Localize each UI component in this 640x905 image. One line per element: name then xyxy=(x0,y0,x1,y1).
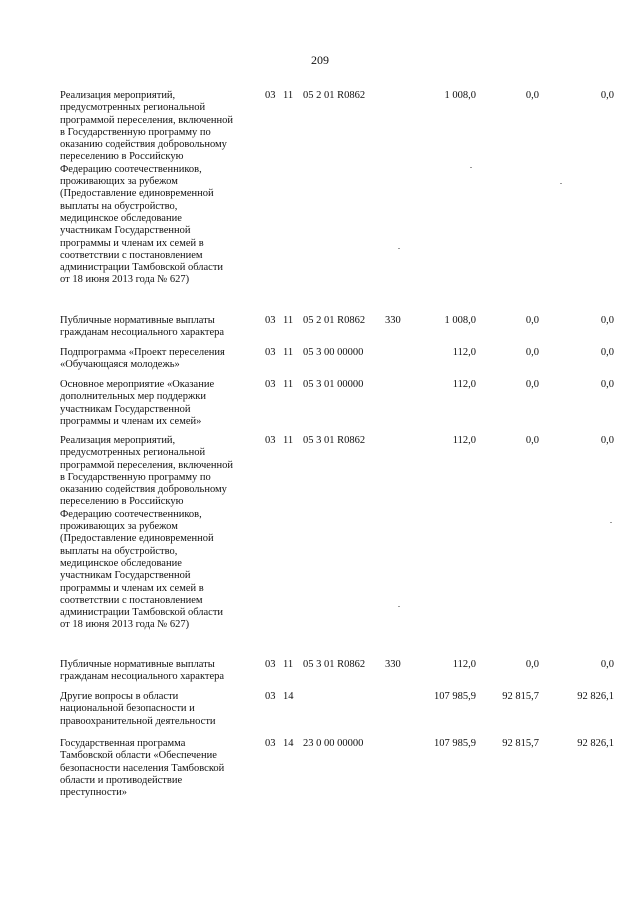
section-code: 03 xyxy=(265,738,276,749)
row-name-line: Реализация мероприятий, xyxy=(60,435,176,446)
amount-year-1: 107 985,9 xyxy=(434,691,476,702)
amount-year-1: 1 008,0 xyxy=(444,90,476,101)
amount-year-2: 0,0 xyxy=(525,435,539,446)
row-name-line: Публичные нормативные выплаты xyxy=(60,315,215,326)
row-name-line: гражданам несоциального характера xyxy=(60,327,225,339)
subsection-code: 11 xyxy=(283,379,294,390)
amount-year-1: 1 008,0 xyxy=(444,315,476,326)
amount-year-3: 0,0 xyxy=(600,347,614,358)
target-article-code: 05 2 01 R0862 xyxy=(303,90,366,101)
row-name-line: проживающих за рубежом xyxy=(60,521,178,533)
section-code: 03 xyxy=(265,90,276,101)
row-name-line: программы и членам их семей в xyxy=(60,582,204,594)
target-article-code: 05 3 01 R0862 xyxy=(303,435,366,446)
subsection-code: 11 xyxy=(283,347,294,358)
row-name-line: переселению в Российскую xyxy=(60,496,184,508)
row-name-line: администрации Тамбовской области xyxy=(60,262,224,274)
row-name-line: области и противодействие xyxy=(60,774,183,786)
section-code: 03 xyxy=(265,691,276,702)
row-name-line: переселению в Российскую xyxy=(60,151,184,163)
row-name-line: программой переселения, включенной xyxy=(60,114,234,126)
row-name xyxy=(60,315,260,340)
expense-type-code: 330 xyxy=(385,315,401,326)
row-name-line: соответствии с постановлением xyxy=(60,249,203,261)
row-name-line: медицинское обследование xyxy=(60,557,182,569)
row-name-line: Основное мероприятие «Оказание xyxy=(60,379,215,390)
row-name-line: преступности» xyxy=(60,787,128,799)
row-name-line: программой переселения, включенной xyxy=(60,459,234,471)
expense-type-code: 330 xyxy=(385,659,401,670)
subsection-code: 11 xyxy=(283,435,294,446)
row-name-line: «Обучающаяся молодежь» xyxy=(60,359,180,371)
row-name xyxy=(60,379,260,428)
amount-year-3: 92 826,1 xyxy=(577,738,614,749)
row-name-line: программы и членам их семей в xyxy=(60,237,204,249)
row-name-line: медицинское обследование xyxy=(60,212,182,224)
amount-year-2: 0,0 xyxy=(525,347,539,358)
row-name-line: Государственная программа xyxy=(60,738,186,749)
row-name-line: Федерацию соотечественников, xyxy=(60,163,202,175)
row-name-line: Реализация мероприятий, xyxy=(60,90,176,101)
row-name-line: правоохранительной деятельности xyxy=(60,715,216,727)
amount-year-2: 0,0 xyxy=(525,379,539,390)
row-name-line: Другие вопросы в области xyxy=(60,691,179,702)
amount-year-3: 0,0 xyxy=(600,90,614,101)
amount-year-3: 92 826,1 xyxy=(577,691,614,702)
section-code: 03 xyxy=(265,379,276,390)
subsection-code: 11 xyxy=(283,315,294,326)
amount-year-1: 112,0 xyxy=(452,347,476,358)
row-name-line: от 18 июня 2013 года № 627) xyxy=(60,619,190,631)
amount-year-1: 107 985,9 xyxy=(434,738,476,749)
row-name-line: предусмотренных региональной xyxy=(60,102,206,114)
row-name-line: Подпрограмма «Проект переселения xyxy=(60,347,225,358)
row-name-line: оказанию содействия добровольному xyxy=(60,139,227,151)
amount-year-1: 112,0 xyxy=(452,435,476,446)
row-name xyxy=(60,347,260,372)
section-code: 03 xyxy=(265,315,276,326)
row-name-line: программы и членам их семей» xyxy=(60,415,202,427)
row-name-line: национальной безопасности и xyxy=(60,703,195,715)
scan-speck xyxy=(560,183,562,184)
target-article-code: 05 3 01 R0862 xyxy=(303,659,366,670)
row-name-line: выплаты на обустройство, xyxy=(60,545,178,557)
row-name-line: участникам Государственной xyxy=(60,570,191,582)
amount-year-2: 0,0 xyxy=(525,315,539,326)
subsection-code: 11 xyxy=(283,90,294,101)
scan-speck xyxy=(470,167,472,168)
scan-speck xyxy=(398,248,400,249)
target-article-code: 05 3 00 00000 xyxy=(303,347,364,358)
amount-year-1: 112,0 xyxy=(452,659,476,670)
row-name-line: дополнительных мер поддержки xyxy=(60,391,206,403)
row-name-line: Федерацию соотечественников, xyxy=(60,508,202,520)
amount-year-2: 92 815,7 xyxy=(502,691,539,702)
row-name-line: гражданам несоциального характера xyxy=(60,671,225,683)
row-name xyxy=(60,659,260,684)
row-name xyxy=(60,691,260,728)
row-name-line: администрации Тамбовской области xyxy=(60,607,224,619)
amount-year-3: 0,0 xyxy=(600,435,614,446)
row-name-line: участникам Государственной xyxy=(60,403,191,415)
row-name-line: предусмотренных региональной xyxy=(60,447,206,459)
amount-year-3: 0,0 xyxy=(600,315,614,326)
row-name-line: проживающих за рубежом xyxy=(60,176,178,188)
subsection-code: 14 xyxy=(283,738,294,749)
target-article-code: 23 0 00 00000 xyxy=(303,738,364,749)
row-name-line: оказанию содействия добровольному xyxy=(60,484,227,496)
row-name-line: от 18 июня 2013 года № 627) xyxy=(60,274,190,286)
section-code: 03 xyxy=(265,347,276,358)
section-code: 03 xyxy=(265,659,276,670)
subsection-code: 14 xyxy=(283,691,294,702)
page-number: 209 xyxy=(311,53,329,67)
row-name xyxy=(60,90,260,287)
scan-speck xyxy=(398,606,400,607)
row-name xyxy=(60,435,260,632)
row-name-line: участникам Государственной xyxy=(60,225,191,237)
amount-year-3: 0,0 xyxy=(600,379,614,390)
row-name-line: соответствии с постановлением xyxy=(60,594,203,606)
row-name-line: безопасности населения Тамбовской xyxy=(60,762,225,774)
row-name-line: (Предоставление единовременной xyxy=(60,188,214,200)
amount-year-2: 0,0 xyxy=(525,659,539,670)
amount-year-2: 92 815,7 xyxy=(502,738,539,749)
row-name-line: в Государственную программу по xyxy=(60,471,211,483)
target-article-code: 05 2 01 R0862 xyxy=(303,315,366,326)
row-name-line: (Предоставление единовременной xyxy=(60,533,214,545)
amount-year-3: 0,0 xyxy=(600,659,614,670)
row-name-line: в Государственную программу по xyxy=(60,126,211,138)
subsection-code: 11 xyxy=(283,659,294,670)
row-name-line: Тамбовской области «Обеспечение xyxy=(60,750,217,762)
scan-speck xyxy=(610,522,612,523)
section-code: 03 xyxy=(265,435,276,446)
target-article-code: 05 3 01 00000 xyxy=(303,379,364,390)
row-name-line: Публичные нормативные выплаты xyxy=(60,659,215,670)
row-name-line: выплаты на обустройство, xyxy=(60,200,178,212)
row-name xyxy=(60,738,260,799)
amount-year-1: 112,0 xyxy=(452,379,476,390)
amount-year-2: 0,0 xyxy=(525,90,539,101)
